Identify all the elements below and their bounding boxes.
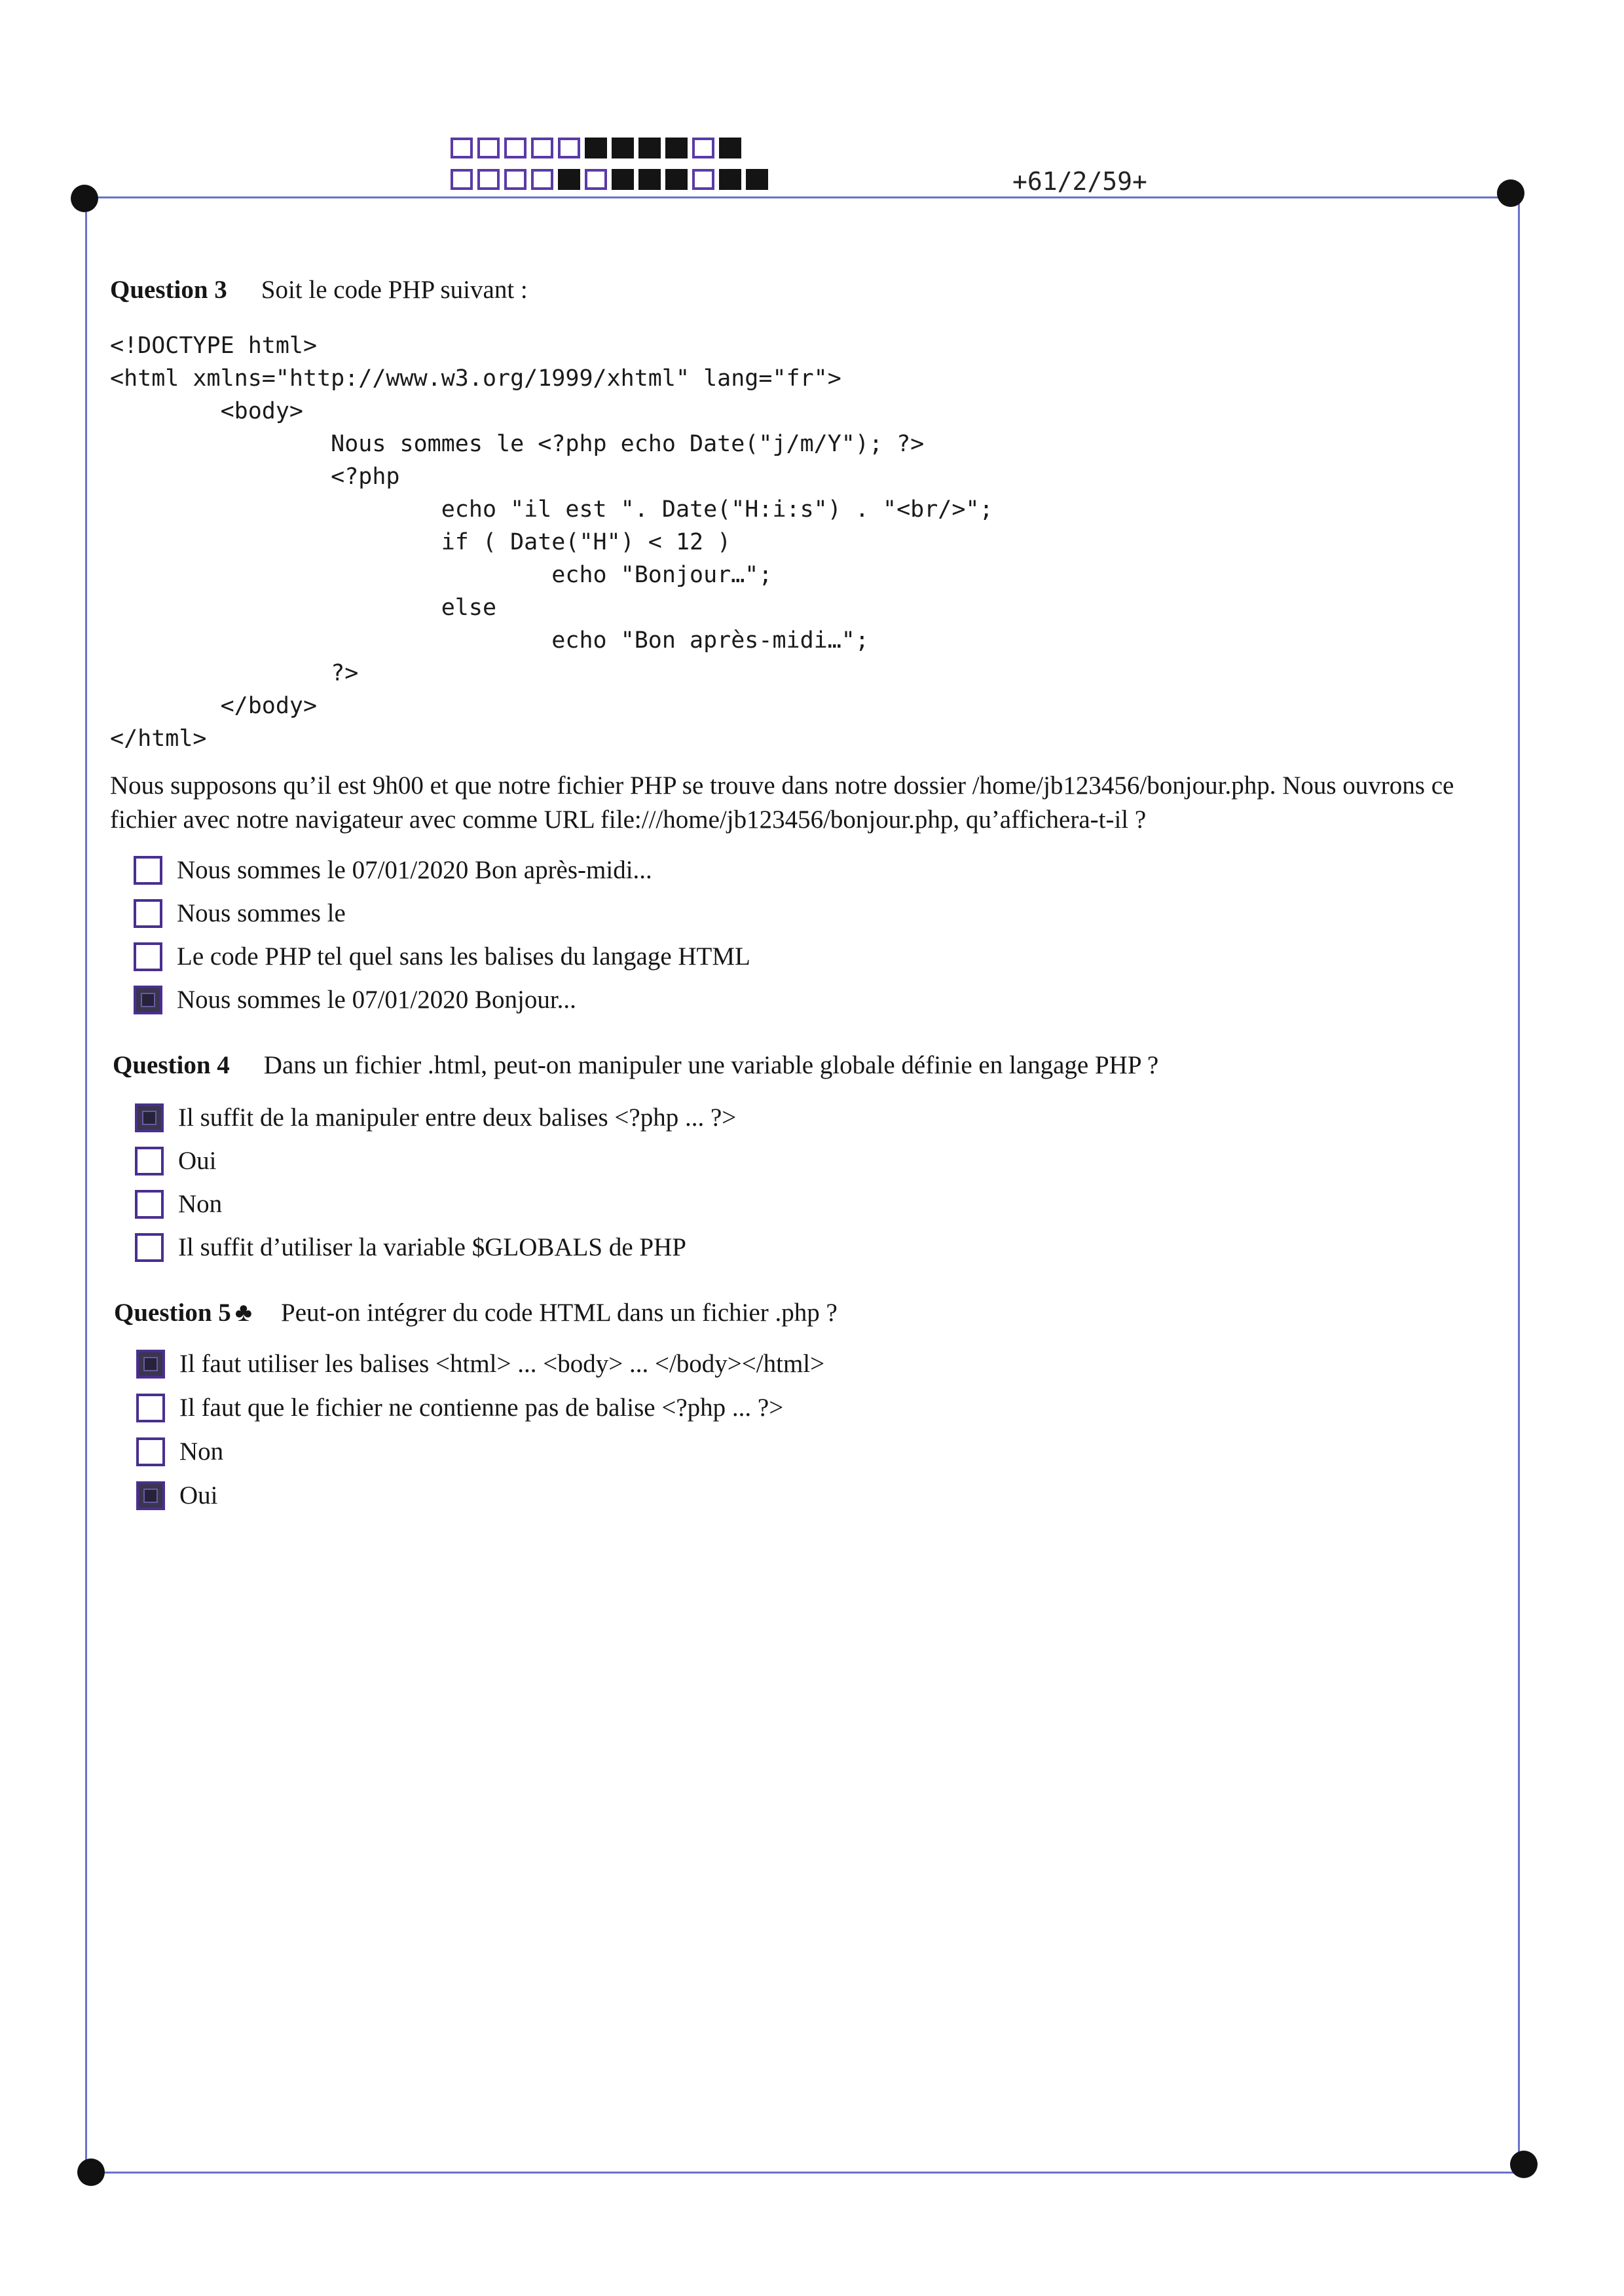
question-3-label: Question 3 xyxy=(110,276,227,304)
answer-text: Il suffit d’utiliser la variable $GLOBALS de PHP xyxy=(178,1233,686,1261)
code-box xyxy=(719,138,741,158)
code-box xyxy=(692,138,714,158)
frame-right xyxy=(1518,196,1520,2174)
question-5-text: Peut-on intégrer du code HTML dans un fichier .php ? xyxy=(281,1299,838,1327)
answer-checkbox[interactable] xyxy=(136,1437,165,1466)
code-box xyxy=(504,169,526,190)
question-4-header xyxy=(113,1050,1158,1080)
answer-checkbox[interactable] xyxy=(134,899,162,928)
frame-bottom xyxy=(92,2172,1532,2174)
code-line: <html xmlns="http://www.w3.org/1999/xhtml" lang="fr"> xyxy=(110,365,841,392)
answer-checkbox[interactable] xyxy=(135,1147,164,1176)
code-box xyxy=(585,169,607,190)
answer-checkbox[interactable] xyxy=(135,1103,164,1132)
answer-option xyxy=(136,1481,218,1510)
question-3-prompt: Nous supposons qu’il est 9h00 et que notre fichier PHP se trouve dans notre dossier /home/jb123456/bonjour.php. Nous ouvrons ce fichier avec notre navigateur avec comme URL file:///home/jb123456/bonjour.php, qu’affichera-t-il ? xyxy=(110,771,1454,834)
code-line: echo "il est ". Date("H:i:s") . "<br/>"; xyxy=(110,496,993,523)
code-line: </html> xyxy=(110,726,207,752)
frame-left xyxy=(85,196,87,2174)
code-box xyxy=(638,169,661,190)
club-icon: ♣ xyxy=(234,1297,253,1327)
answer-option xyxy=(136,1437,223,1466)
code-line: <body> xyxy=(110,398,304,424)
question-5-header xyxy=(114,1297,838,1327)
answer-option xyxy=(134,942,750,971)
answer-text: Non xyxy=(178,1190,223,1218)
answer-checkbox[interactable] xyxy=(136,1481,165,1510)
answer-option xyxy=(134,855,652,885)
question-4-text: Dans un fichier .html, peut-on manipuler une variable globale définie en langage PHP ? xyxy=(263,1051,1159,1079)
answer-checkbox[interactable] xyxy=(134,986,162,1014)
code-box xyxy=(451,169,473,190)
question-3-text: Soit le code PHP suivant : xyxy=(261,276,528,304)
answer-checkbox[interactable] xyxy=(134,856,162,885)
code-line: <!DOCTYPE html> xyxy=(110,333,318,359)
frame-top xyxy=(85,196,1519,198)
question-5-label: Question 5 xyxy=(114,1299,231,1327)
code-box xyxy=(585,138,607,158)
corner-mark-top-right xyxy=(1497,179,1524,207)
answer-option xyxy=(135,1232,686,1262)
code-line: Nous sommes le <?php echo Date("j/m/Y"); ?> xyxy=(110,431,925,457)
answer-text: Oui xyxy=(179,1481,218,1509)
answer-option xyxy=(135,1103,736,1132)
code-box xyxy=(504,138,526,158)
answer-checkbox[interactable] xyxy=(135,1233,164,1262)
answer-checkbox[interactable] xyxy=(135,1190,164,1219)
corner-mark-bottom-left xyxy=(77,2158,105,2186)
code-box xyxy=(477,169,500,190)
code-box xyxy=(692,169,714,190)
code-box xyxy=(665,138,688,158)
answer-text: Non xyxy=(179,1437,224,1466)
code-line: else xyxy=(110,595,497,621)
code-line: </body> xyxy=(110,693,318,719)
question-4-label: Question 4 xyxy=(113,1051,230,1079)
answer-text: Nous sommes le 07/01/2020 Bon après-midi... xyxy=(177,856,652,884)
code-line: ?> xyxy=(110,660,359,686)
answer-text: Nous sommes le xyxy=(177,899,346,927)
question-3-header xyxy=(110,275,528,305)
page-code-boxes-row-1 xyxy=(451,138,746,158)
answer-option xyxy=(135,1146,217,1176)
code-box xyxy=(746,169,768,190)
code-box xyxy=(531,138,553,158)
answer-text: Oui xyxy=(178,1147,217,1175)
answer-checkbox[interactable] xyxy=(136,1394,165,1422)
answer-text: Il faut que le fichier ne contienne pas de balise <?php ... ?> xyxy=(179,1394,784,1422)
answer-text: Nous sommes le 07/01/2020 Bonjour... xyxy=(177,986,576,1014)
answer-option xyxy=(136,1349,824,1379)
corner-mark-bottom-right xyxy=(1510,2151,1538,2178)
answer-text: Il suffit de la manipuler entre deux balises <?php ... ?> xyxy=(178,1103,737,1132)
answer-checkbox[interactable] xyxy=(134,942,162,971)
code-box xyxy=(612,138,634,158)
answer-option xyxy=(136,1393,783,1422)
code-box xyxy=(612,169,634,190)
code-box xyxy=(451,138,473,158)
code-line: echo "Bon après-midi…"; xyxy=(110,627,869,654)
code-box xyxy=(665,169,688,190)
page-identifier: +61/2/59+ xyxy=(1012,167,1147,196)
code-box xyxy=(477,138,500,158)
code-line: echo "Bonjour…"; xyxy=(110,562,773,588)
code-box xyxy=(719,169,741,190)
answer-text: Le code PHP tel quel sans les balises du langage HTML xyxy=(177,942,750,971)
code-line: if ( Date("H") < 12 ) xyxy=(110,529,731,555)
code-box xyxy=(558,169,580,190)
corner-mark-top-left xyxy=(71,185,98,212)
code-box xyxy=(638,138,661,158)
answer-checkbox[interactable] xyxy=(136,1350,165,1379)
answer-option xyxy=(135,1189,222,1219)
page-code-boxes-row-2 xyxy=(451,169,773,190)
code-line: <?php xyxy=(110,464,400,490)
answer-option xyxy=(134,985,576,1014)
code-box xyxy=(558,138,580,158)
answer-option xyxy=(134,898,346,928)
code-box xyxy=(531,169,553,190)
answer-text: Il faut utiliser les balises <html> ... <body> ... </body></html> xyxy=(179,1350,825,1378)
